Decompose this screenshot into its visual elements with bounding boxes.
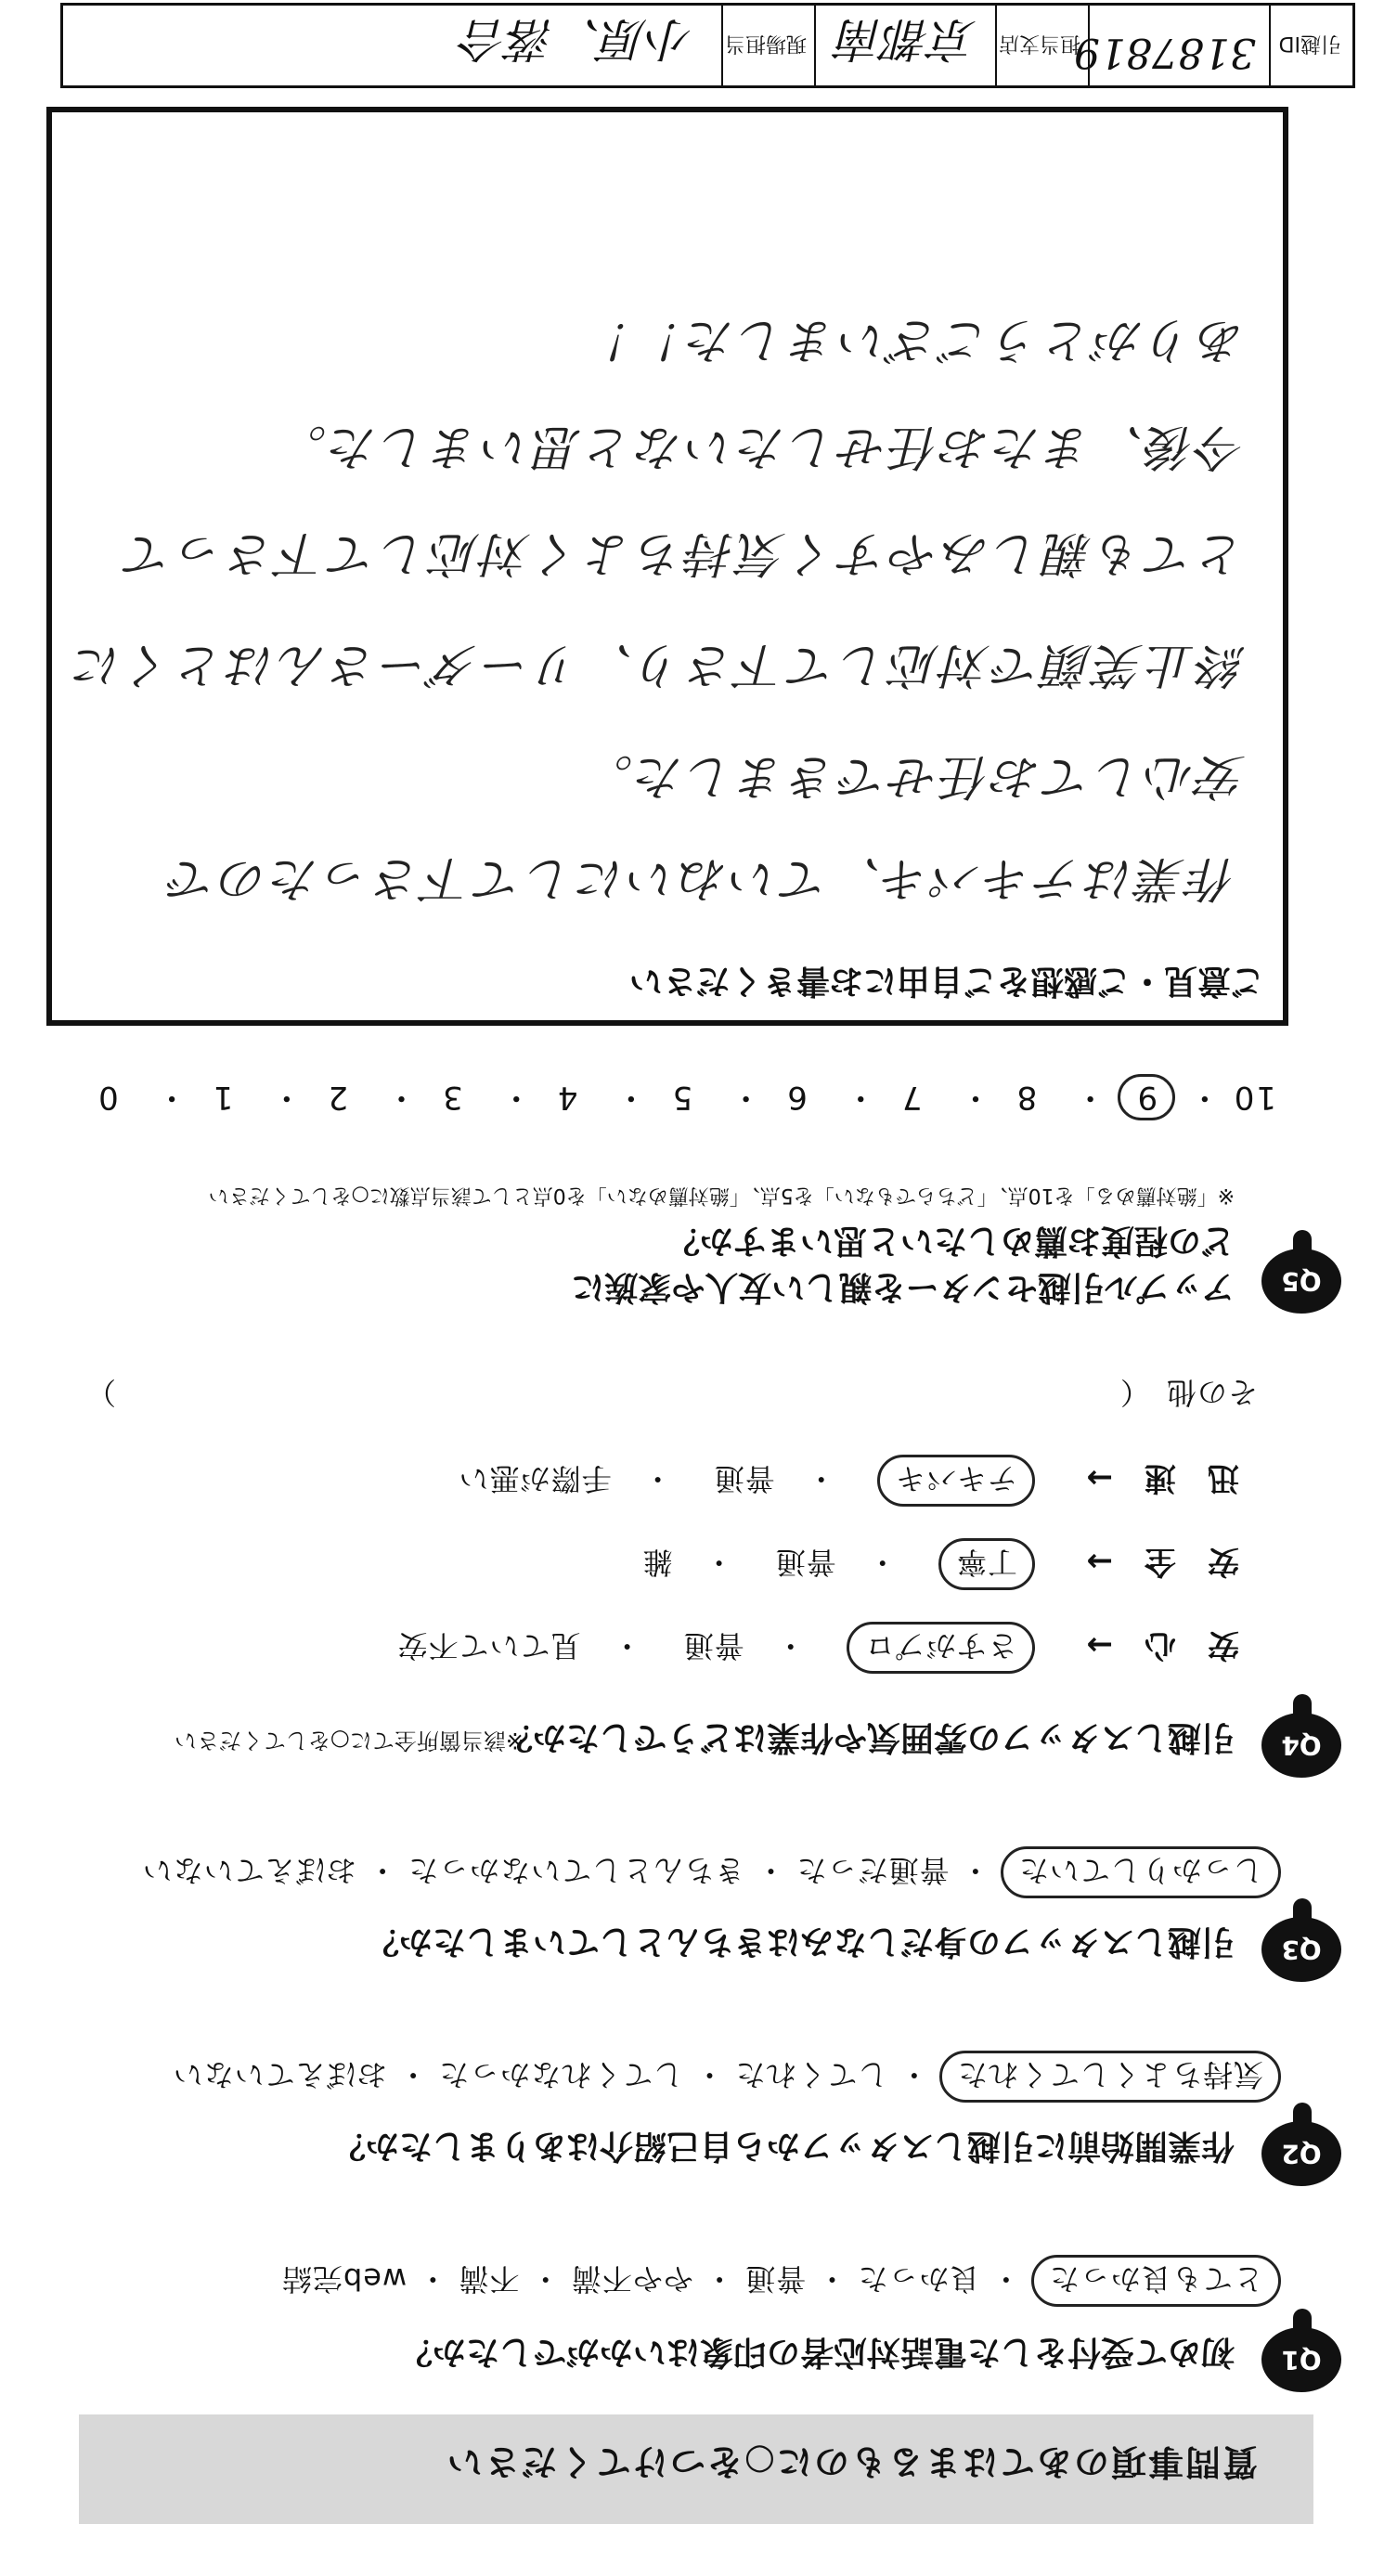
comment-line: 今後、またお任せしたいなと思いました。 <box>275 419 1246 474</box>
q4-option[interactable]: 普通 <box>682 1628 744 1663</box>
q4-option[interactable]: 手際が悪い <box>458 1461 612 1496</box>
branch-label: 担当支店 <box>998 32 1080 55</box>
q3-option[interactable]: 普通だった <box>796 1853 950 1888</box>
q4-option[interactable]: 普通 <box>713 1461 775 1496</box>
q5-score[interactable]: 5 <box>670 1079 693 1116</box>
comment-title: ご意見・ご感想をご自由にお書きください <box>628 962 1264 1000</box>
q5-score[interactable]: 2 <box>326 1079 349 1116</box>
instruction-band <box>79 2414 1313 2524</box>
id-label: 引越ID <box>1278 32 1341 55</box>
id-label-cell <box>1269 6 1352 85</box>
branch-value-cell <box>814 6 995 85</box>
q5-score[interactable]: 6 <box>785 1079 808 1116</box>
q5-score[interactable]: 0 <box>97 1079 119 1116</box>
comment-box[interactable] <box>46 107 1288 1026</box>
q2-badge: Q2 <box>1261 2121 1341 2186</box>
q1-question: 初めて受付をした電話対応者の印象はいかがでしたか？ <box>398 2333 1235 2371</box>
instruction-text: 質問事項のあてはまるものに○をつけてください <box>445 2441 1258 2482</box>
q5-question-line1: アップル引越センターを親しい友人や家族に <box>571 1268 1235 1306</box>
q1-option[interactable]: 良かった <box>857 2261 980 2297</box>
q2-question: 作業開始前に引越しスタッフから自己紹介はありましたか？ <box>331 2127 1235 2165</box>
q5-score[interactable]: 1 <box>211 1079 234 1116</box>
q1-option-selected[interactable]: とても良かった <box>1031 2255 1281 2307</box>
q1-option[interactable]: 普通 <box>744 2261 807 2297</box>
branch-label-cell <box>995 6 1088 85</box>
q5-score[interactable]: 10 <box>1232 1079 1276 1116</box>
q2-option[interactable]: してくれた <box>734 2057 888 2092</box>
q3-option-selected[interactable]: しっかりしていた <box>1001 1846 1281 1898</box>
q1-options: とても良かった ・ 良かった ・ 普通 ・ やや不満 ・ 不満 ・ web完結 <box>281 2255 1281 2307</box>
q5-score-selected[interactable]: 9 <box>1118 1074 1175 1120</box>
q4-option[interactable]: 見ていて不安 <box>396 1628 581 1663</box>
q2-option[interactable]: してくれなかった <box>438 2057 684 2092</box>
q4-row-options: 丁寧 ・ 普通 ・ 雑 <box>642 1538 1035 1590</box>
q5-score[interactable]: 7 <box>899 1079 923 1116</box>
q4-row-label: 迅 速 → <box>1086 1459 1239 1496</box>
q4-row-options: さすがプロ ・ 普通 ・ 見ていて不安 <box>397 1622 1035 1674</box>
leader-value: 小原、落合 <box>461 12 693 66</box>
q4-row-label: 安 全 → <box>1086 1543 1239 1580</box>
q2-options: 気持ちよくしてくれた ・ してくれた ・ してくれなかった ・ おぼえていない <box>173 2051 1281 2103</box>
leader-value-cell <box>63 6 721 85</box>
q1-badge: Q1 <box>1261 2327 1341 2392</box>
branch-value: 京都南 <box>837 12 977 66</box>
q1-option[interactable]: web完結 <box>280 2261 407 2297</box>
q1-option[interactable]: 不満 <box>458 2261 520 2297</box>
leader-label: 現場担当 <box>724 32 807 55</box>
comment-line: ありがとうございました！！ <box>581 312 1246 368</box>
q3-question: 引越しスタッフの身だしなみはきちんとしていましたか？ <box>365 1922 1235 1961</box>
q4-option-selected[interactable]: 丁寧 <box>938 1538 1035 1590</box>
q5-score[interactable]: 8 <box>1015 1079 1038 1116</box>
q5-question-line2: どの程度お薦めしたいと思いますか？ <box>666 1222 1235 1260</box>
leader-label-cell <box>721 6 814 85</box>
q4-option[interactable]: 雑 <box>641 1545 673 1580</box>
q2-option[interactable]: おぼえていない <box>172 2057 387 2092</box>
q4-option-selected[interactable]: テキパキ <box>877 1455 1035 1507</box>
q5-score[interactable]: 3 <box>441 1079 463 1116</box>
id-value-cell <box>1074 6 1269 85</box>
q3-option[interactable]: おぼえていない <box>141 1853 356 1888</box>
q4-question: 引越しスタッフの雰囲気や作業はどうでしたか？ <box>498 1718 1235 1756</box>
comment-line: 終止笑顔で対応して下さり、リーダーさんはとくに <box>71 637 1246 693</box>
q4-row-options: テキパキ ・ 普通 ・ 手際が悪い <box>459 1455 1035 1507</box>
id-value: 3187819 <box>1074 29 1256 76</box>
q3-option[interactable]: きちんとしていなかった <box>407 1853 745 1888</box>
q5-badge: Q5 <box>1261 1249 1341 1314</box>
q3-options: しっかりしていた ・ 普通だった ・ きちんとしていなかった ・ おぼえていない <box>142 1846 1281 1898</box>
q5-scale: 10 ・ 9 ・ 8 ・ 7 ・ 6 ・ 5 ・ 4 ・ 3 ・ 2 ・ 1 ・ 0 <box>97 1074 1276 1123</box>
q4-other-close: ） <box>84 1375 116 1410</box>
comment-line: とても親しみやすく気持ちよく対応して下さって <box>122 525 1246 581</box>
q4-badge: Q4 <box>1261 1713 1341 1778</box>
q5-score[interactable]: 4 <box>555 1079 578 1116</box>
q4-option-selected[interactable]: さすがプロ <box>847 1622 1035 1674</box>
q4-row-label: 安 心 → <box>1086 1626 1239 1663</box>
comment-line: 安心してお任せできました。 <box>581 748 1246 804</box>
q3-badge: Q3 <box>1261 1917 1341 1982</box>
q2-option-selected[interactable]: 気持ちよくしてくれた <box>939 2051 1281 2103</box>
header-table <box>60 3 1355 88</box>
q5-note: ※「絶対薦める」を10点、「どちらでもない」を5点、「絶対薦めない」を0点として該当点数に○をしてください <box>208 1184 1235 1207</box>
q4-other-label: その他 （ <box>1119 1375 1258 1410</box>
q1-option[interactable]: やや不満 <box>570 2261 693 2297</box>
q4-option[interactable]: 普通 <box>774 1545 836 1580</box>
comment-line: 作業はテキパキ、ていねいにして下さったので <box>166 850 1236 906</box>
q4-note: ※該当箇所全てに○をしてください <box>174 1728 524 1754</box>
